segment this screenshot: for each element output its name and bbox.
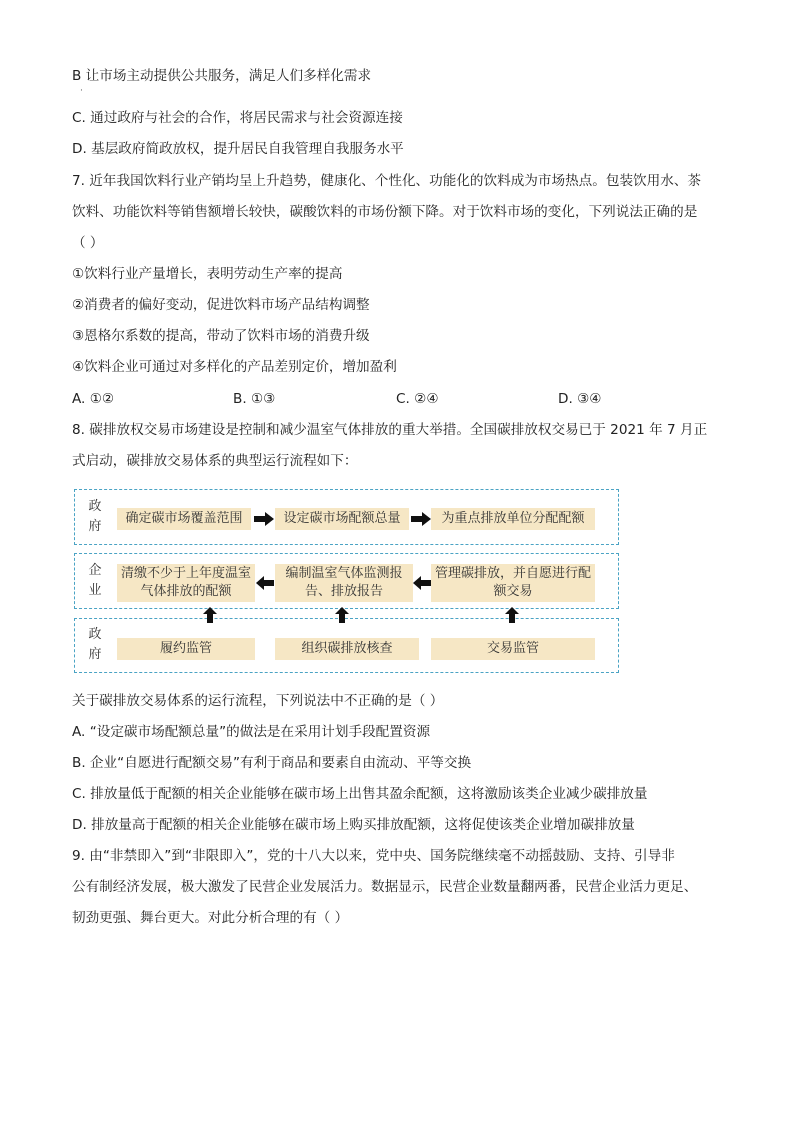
stray-dot: ·: [80, 86, 83, 96]
q7-stem-line-1: 7. 近年我国饮料行业产销均呈上升趋势，健康化、个性化、功能化的饮料成为市场热点。包装饮用水、茶: [72, 173, 702, 189]
flow-box-surrender-quota: 清缴不少于上年度温室气体排放的配额: [117, 564, 255, 602]
q6-option-d: D. 基层政府简政放权，提升居民自我管理自我服务水平: [72, 141, 404, 157]
flow-panel-enterprise: [74, 553, 619, 609]
flow-box-set-quota: 设定碳市场配额总量: [275, 508, 409, 530]
q8-option-d: D. 排放量高于配额的相关企业能够在碳市场上购买排放配额，这将促使该类企业增加碳排放量: [72, 817, 635, 833]
flow-panel-government-bottom: [74, 618, 619, 673]
flow-box-trading-supervision: 交易监管: [431, 638, 595, 660]
q9-stem-line-3: 韧劲更强、舞台更大。对此分析合理的有（ ）: [72, 910, 349, 926]
flow-box-verification: 组织碳排放核查: [275, 638, 419, 660]
q7-statement-3: ③恩格尔系数的提高，带动了饮料市场的消费升级: [72, 328, 370, 344]
q8-option-c: C. 排放量低于配额的相关企业能够在碳市场上出售其盈余配额，这将激励该类企业减少碳排放量: [72, 786, 648, 802]
flow-row2-label: 企业: [88, 563, 102, 598]
flow-row3-label: 政府: [88, 627, 102, 662]
q7-option-a: A. ①②: [72, 391, 115, 407]
arrow-up-icon: [203, 607, 217, 623]
flow-box-compile-reports: 编制温室气体监测报告、排放报告: [275, 564, 413, 602]
q7-statement-4: ④饮料企业可通过对多样化的产品差别定价，增加盈利: [72, 359, 397, 375]
arrow-left-icon: [413, 576, 431, 590]
flow-box-compliance-supervision: 履约监管: [117, 638, 255, 660]
q7-option-c: C. ②④: [396, 391, 439, 407]
flow-panel-government-top: [74, 489, 619, 545]
flow-box-manage-emissions: 管理碳排放，并自愿进行配额交易: [431, 564, 595, 602]
q7-statement-2: ②消费者的偏好变动，促进饮料市场产品结构调整: [72, 297, 370, 313]
q8-question-line: 关于碳排放交易体系的运行流程，下列说法中不正确的是（ ）: [72, 693, 444, 709]
arrow-up-icon: [335, 607, 349, 623]
arrow-left-icon: [256, 576, 274, 590]
arrow-up-icon: [505, 607, 519, 623]
q8-option-b: B. 企业“自愿进行配额交易”有利于商品和要素自由流动、平等交换: [72, 755, 472, 771]
q7-stem-line-3: （ ）: [72, 235, 104, 251]
arrow-right-icon: [254, 512, 274, 526]
flow-box-define-scope: 确定碳市场覆盖范围: [117, 508, 251, 530]
flow-row1-label: 政府: [88, 499, 102, 534]
q9-stem-line-2: 公有制经济发展，极大激发了民营企业发展活力。数据显示，民营企业数量翻两番，民营企业活力更足、: [72, 879, 698, 895]
q6-option-c: C. 通过政府与社会的合作，将居民需求与社会资源连接: [72, 110, 403, 126]
q6-option-b: B 让市场主动提供公共服务，满足人们多样化需求: [72, 68, 372, 84]
q8-stem-line-1: 8. 碳排放权交易市场建设是控制和减少温室气体排放的重大举措。全国碳排放权交易已于 2021 年 7 月正: [72, 422, 708, 438]
flow-box-allocate-quota: 为重点排放单位分配配额: [431, 508, 595, 530]
q7-option-b: B. ①③: [233, 391, 276, 407]
q7-option-d: D. ③④: [558, 391, 602, 407]
q9-stem-line-1: 9. 由“非禁即入”到“非限即入”，党的十八大以来，党中央、国务院继续毫不动摇鼓励、支持、引导非: [72, 848, 675, 864]
q7-stem-line-2: 饮料、功能饮料等销售额增长较快，碳酸饮料的市场份额下降。对于饮料市场的变化，下列说法正确的是: [72, 204, 698, 220]
q8-stem-line-2: 式启动，碳排放交易体系的典型运行流程如下：: [72, 453, 358, 469]
arrow-right-icon: [411, 512, 431, 526]
q7-statement-1: ①饮料行业产量增长，表明劳动生产率的提高: [72, 266, 343, 282]
q8-option-a: A. “设定碳市场配额总量”的做法是在采用计划手段配置资源: [72, 724, 431, 740]
